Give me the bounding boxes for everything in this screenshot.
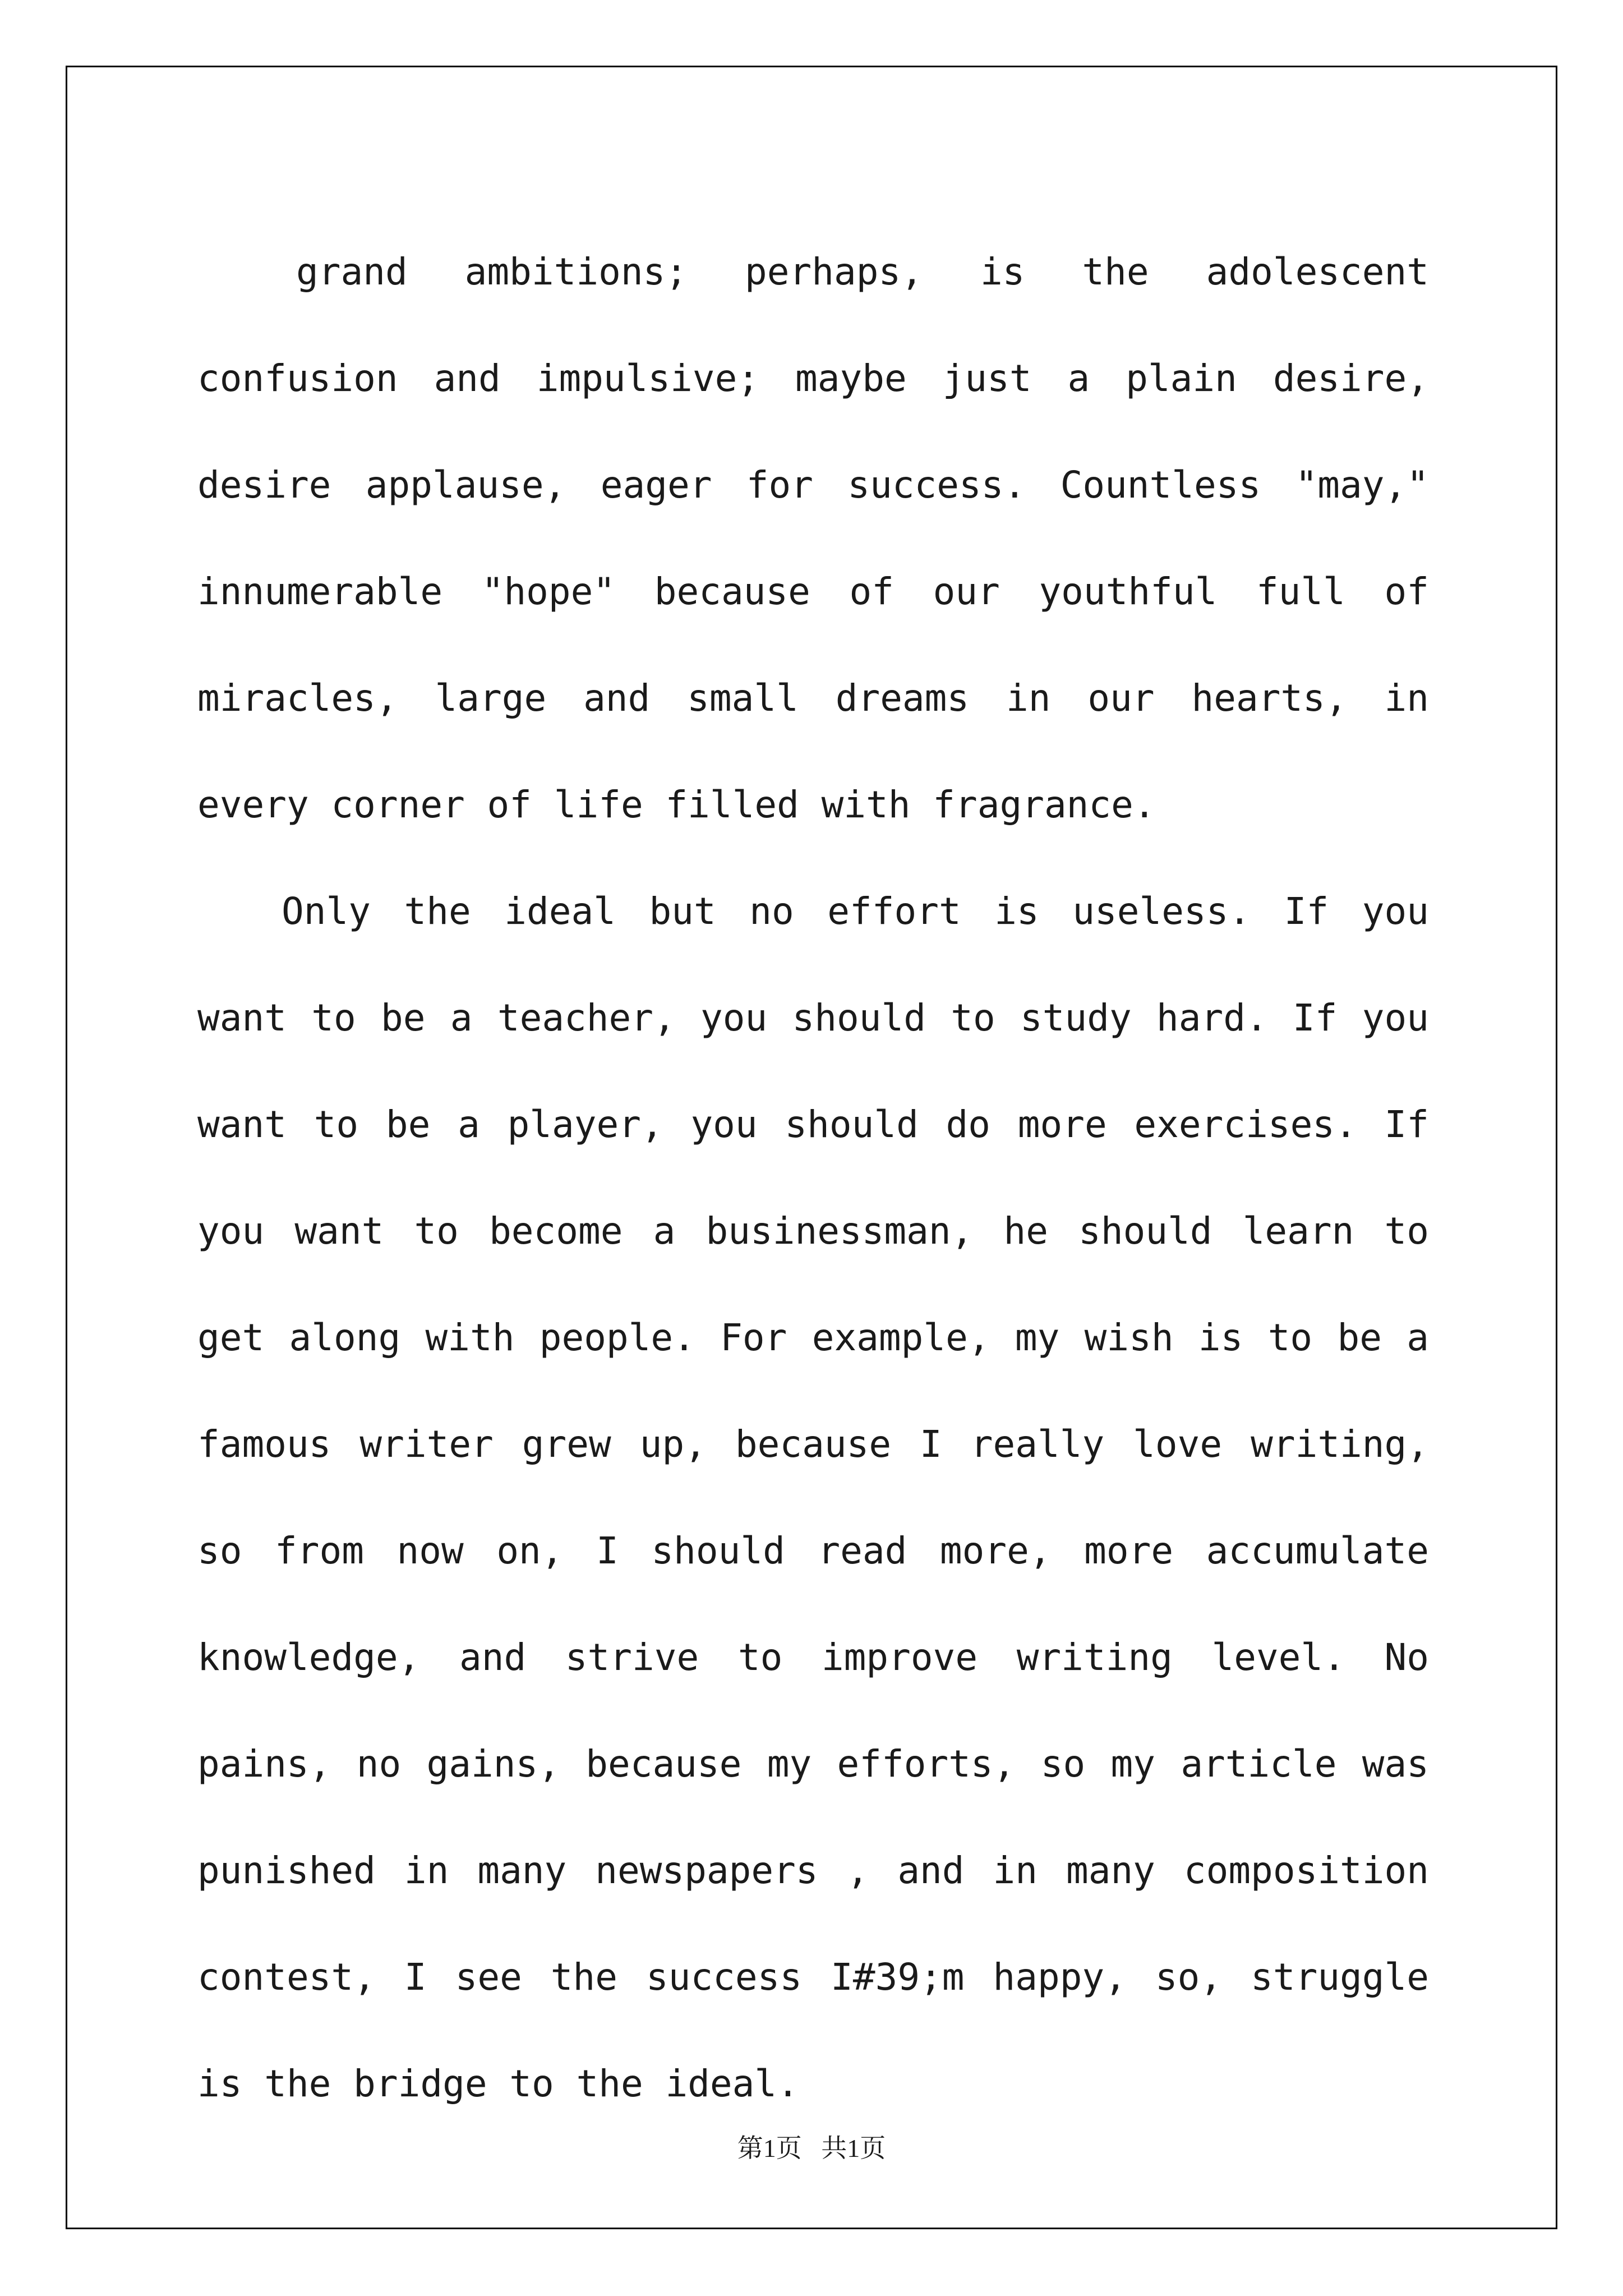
paragraph: grand ambitions; perhaps, is the adolescent confusion and impulsive; maybe just a plain desire, desire applause, eager for success. Countless "may," innumerable "hope" because of our youthful full of miracles, large and small dreams in our hearts, in every corner of life filled with fragrance. — [197, 250, 1429, 826]
page-number-footer: 第1页 共1页 — [737, 2134, 886, 2162]
document-body — [197, 219, 1429, 2137]
paragraph: Only the ideal but no effort is useless. If you want to be a teacher, you should to study hard. If you want to be a player, you should do more exercises. If you want to become a businessman, he should learn to get along with people. For example, my wish is to be a famous writer grew up, because I really love writing, so from now on, I should read more, more accumulate knowledge, and strive to improve writing level. No pains, no gains, because my efforts, so my article was punished in many newspapers , and in many composition contest, I see the success I#39;m happy, so, struggle is the bridge to the ideal. — [197, 890, 1429, 2105]
